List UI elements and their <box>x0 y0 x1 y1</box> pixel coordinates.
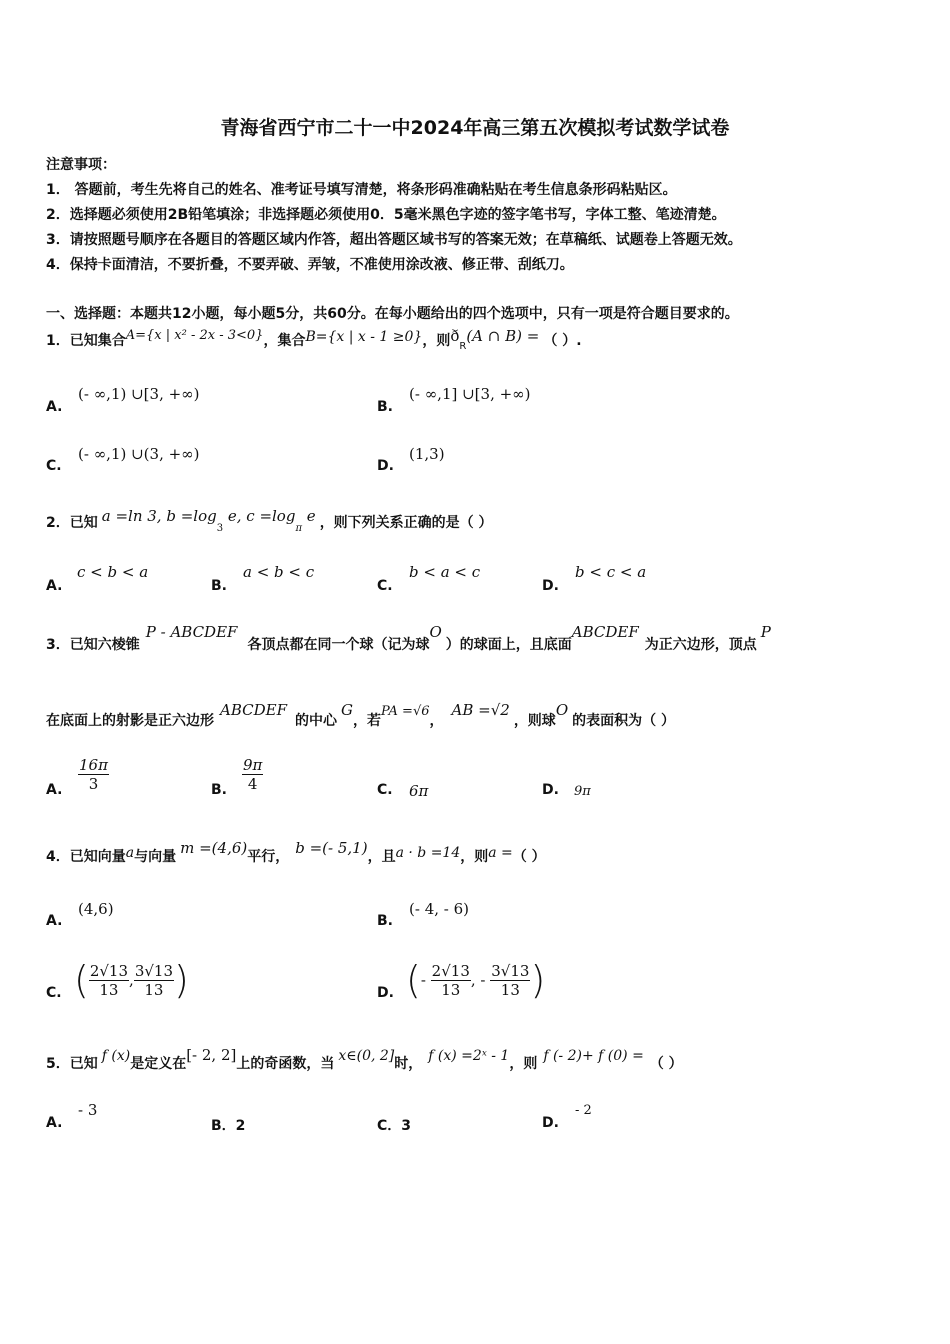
option-value: b < a < c <box>409 563 481 581</box>
option-value: b < c < a <box>575 563 647 581</box>
option-label: D. <box>542 1115 559 1131</box>
notice-item: 1． 答题前，考生先将自己的姓名、准考证号填写清楚，将条形码准确粘贴在考生信息条形码粘贴区。 <box>46 182 677 198</box>
option-value: (- ∞,1) ∪[3, +∞) <box>78 385 200 403</box>
notice-item: 4．保持卡面清洁，不要折叠，不要弄破、弄皱，不准使用涂改液、修正带、刮纸刀。 <box>46 257 574 273</box>
complement-symbol: ð <box>450 327 460 345</box>
option-value: (1,3) <box>409 445 445 463</box>
option-label: D. <box>377 458 394 474</box>
question-2: 2．已知 a =ln 3, $b =\log_3$ e, $c =\log_\pi$ e ，则下列关系正确的是（ ） <box>46 507 493 535</box>
option-value: c < b < a <box>77 563 149 581</box>
question-4: 4．已知向量a与向量 m =(4,6)平行， b =(- 5,1)，且a · b =14，则a =（ ） <box>46 839 546 865</box>
option-label: A. <box>46 913 63 929</box>
option-value: 6π <box>409 782 429 800</box>
option-label: B. <box>377 399 393 415</box>
question-5: 5．已知 f (x)是定义在[- 2, 2]上的奇函数，当 x∈(0, 2]时， f (x) =2ˣ - 1，则 f (- 2)+ f (0) = （ ） <box>46 1046 683 1072</box>
option-value: - 2 <box>575 1103 592 1118</box>
option-label: B. <box>211 578 227 594</box>
notice-heading: 注意事项： <box>46 157 116 173</box>
option-label: D. <box>542 782 559 798</box>
set-b-formula: B={x | x - 1 ≥0} <box>305 329 423 345</box>
option-label: A. <box>46 399 63 415</box>
option-label: C. <box>46 458 62 474</box>
option-label: C. <box>377 578 393 594</box>
set-a-formula: A={x | x² - 2x - 3<0} <box>125 328 264 343</box>
option-c: C．3 <box>377 1118 412 1134</box>
option-value: (- ∞,1) ∪(3, +∞) <box>78 445 200 463</box>
option-label: B. <box>377 913 393 929</box>
option-value: $\frac{16\pi}{3}$ <box>79 756 108 793</box>
question-1: 1．已知集合$^{A=\{x | x^2 - 2x - 3<0\}}$，集合B={x | x - 1 ≥0}，则$ð_R(A$ ∩ B) = （ ）. <box>46 327 582 353</box>
option-label: D. <box>542 578 559 594</box>
option-label: A. <box>46 782 63 798</box>
option-value: (- ∞,1] ∪[3, +∞) <box>409 385 531 403</box>
option-label: A. <box>46 578 63 594</box>
notice-item: 3．请按照题号顺序在各题目的答题区域内作答，超出答题区域书写的答案无效；在草稿纸、试题卷上答题无效。 <box>46 232 742 248</box>
option-label: B. <box>211 782 227 798</box>
page-title: 青海省西宁市二十一中2024年高三第五次模拟考试数学试卷 <box>220 117 730 139</box>
option-value: (- 4, - 6) <box>409 900 469 918</box>
notice-item: 2．选择题必须使用2B铅笔填涂；非选择题必须使用0．5毫米黑色字迹的签字笔书写，字体工整、笔迹清楚。 <box>46 207 726 223</box>
option-label: D. <box>377 985 394 1001</box>
option-value: ( $\frac{2√13}{13}$ , $\frac{3√13}{13}$ ) <box>74 958 189 1002</box>
option-value: (4,6) <box>78 900 114 918</box>
option-value: - 3 <box>78 1101 98 1119</box>
option-value: $\frac{9\pi}{4}$ <box>243 756 263 793</box>
option-b: B．2 <box>211 1118 246 1134</box>
question-3-line-2: 在底面上的射影是正六边形ABCDEF的中心G，若PA =√6，AB =√2，则球O的表面积为（ ） <box>46 701 675 729</box>
option-label: A. <box>46 1115 63 1131</box>
option-label: C. <box>46 985 62 1001</box>
question-3: 3．已知六棱锥P - ABCDEF各顶点都在同一个球（记为球O）的球面上，且底面ABCDEF为正六边形，顶点P <box>46 623 771 653</box>
option-value: 9π <box>574 784 591 799</box>
option-value: (- $\frac{2√13}{13}$ , - $\frac{3√13}{13}$ ) <box>406 958 546 1002</box>
section-heading: 一、选择题：本题共12小题，每小题5分，共60分。在每小题给出的四个选项中，只有一项是符合题目要求的。 <box>46 306 739 322</box>
option-value: a < b < c <box>243 563 315 581</box>
option-label: C. <box>377 782 393 798</box>
